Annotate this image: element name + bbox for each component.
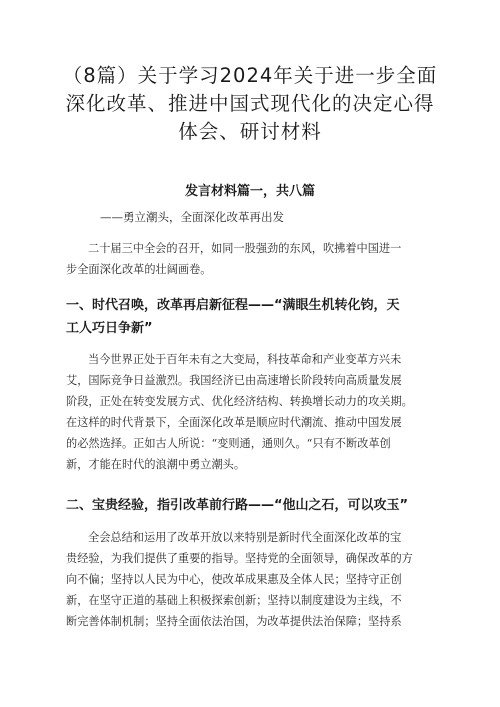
section-1-paragraph — [66, 349, 442, 475]
intro-paragraph — [66, 238, 442, 280]
paragraph-line: 全会总结和运用了改革开放以来特别是新时代全面深化改革的宝 — [88, 531, 402, 544]
paragraph-line: 贵经验，为我们提供了重要的指导。坚持党的全面领导，确保改革的方 — [66, 552, 413, 565]
paragraph-line: 二十届三中全会的召开，如同一股强劲的东风，吹拂着中国进一 — [88, 242, 402, 255]
section-2-paragraph — [66, 527, 442, 632]
paragraph-line: 艾，国际竞争日益激烈。我国经济已由高速增长阶段转向高质量发展 — [66, 374, 402, 387]
title-line: （8篇）关于学习2024年关于进一步全面 — [62, 64, 438, 87]
paragraph-line: 新，才能在时代的浪潮中勇立潮头。 — [66, 458, 246, 471]
paragraph-line: 向不偏；坚持以人民为中心，使改革成果惠及全体人民；坚持守正创 — [66, 573, 402, 586]
heading-line: 一、时代召唤，改革再启新征程——“满眼生机转化钧，天 — [66, 298, 400, 313]
paragraph-line: 断完善体制机制；坚持全面依法治国，为改革提供法治保障；坚持系 — [66, 615, 402, 628]
paragraph-line: 在这样的时代背景下，全面深化改革是顺应时代潮流、推动中国发展 — [66, 416, 402, 429]
document-subtitle: 发言材料篇一，共八篇 — [184, 184, 315, 199]
document-tagline: ——勇立潮头，全面深化改革再出发 — [100, 210, 284, 224]
document-title — [40, 62, 460, 146]
section-heading-1 — [66, 294, 446, 340]
title-line: 体会、研讨材料 — [178, 120, 322, 143]
heading-line: 工人巧日争新” — [66, 321, 153, 336]
paragraph-line: 新，在坚守正道的基础上积极探索创新；坚持以制度建设为主线，不 — [66, 594, 402, 607]
paragraph-line: 的必然选择。正如古人所说：“变则通，通则久。“只有不断改革创 — [66, 437, 391, 450]
paragraph-line: 步全面深化改革的壮阔画卷。 — [66, 263, 212, 276]
section-heading-2 — [66, 494, 446, 517]
paragraph-line: 当今世界正处于百年未有之大变局，科技革命和产业变革方兴未 — [88, 353, 402, 366]
heading-line: 二、宝贵经验，指引改革前行路——“他山之石，可以攻玉” — [66, 498, 409, 513]
title-line: 深化改革、推进中国式现代化的决定心得 — [65, 92, 435, 115]
paragraph-line: 阶段，正处在转变发展方式、优化经济结构、转换增长动力的攻关期。 — [66, 395, 413, 408]
